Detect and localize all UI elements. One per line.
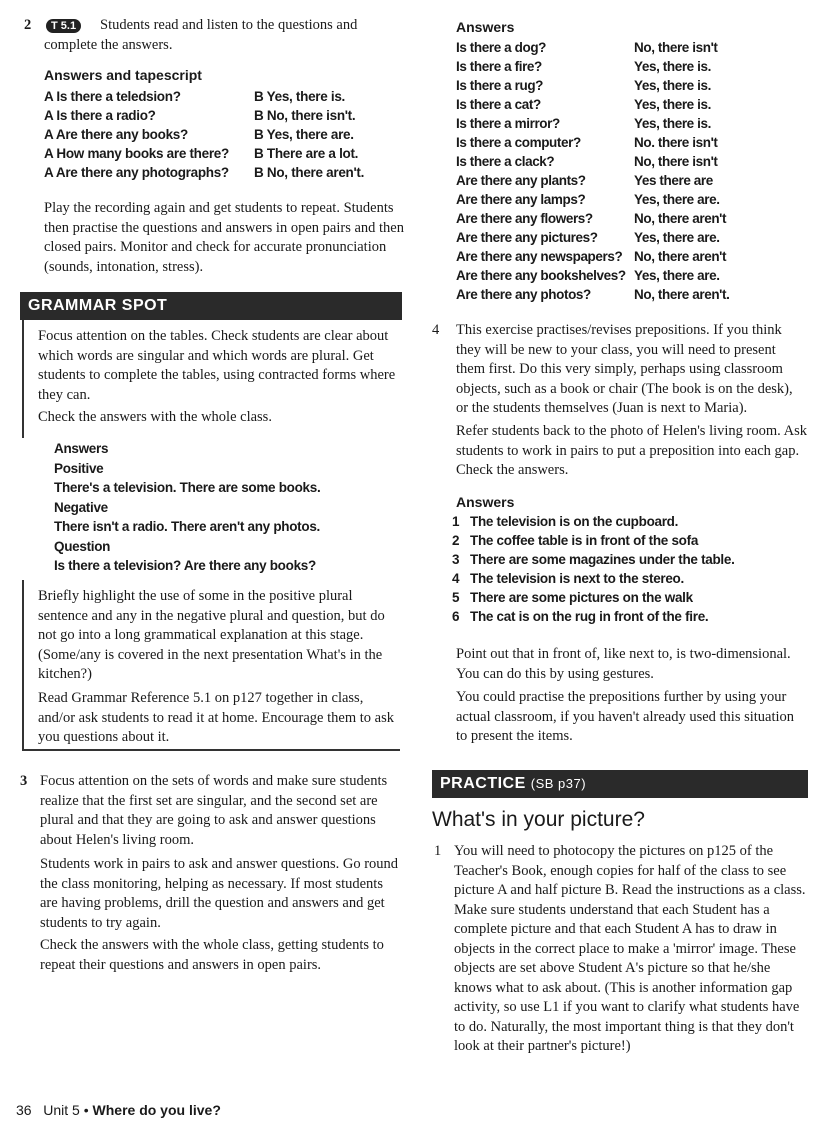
question-answer: Is there a television? Are there any books? <box>54 558 316 573</box>
question-text: Are there any lamps? <box>456 192 586 207</box>
step4-para2: Refer students back to the photo of Helen's living room. Ask students to work in pairs to put a preposition into each gap. Check the answers. <box>456 423 807 478</box>
answer-text: B Yes, there are. <box>254 127 354 142</box>
practice-banner <box>432 770 808 798</box>
answer-row <box>456 114 816 133</box>
unit-label: Unit 5 <box>43 1102 80 1118</box>
step3-para2: Students work in pairs to ask and answer questions. Go round the class monitoring, helping as necessary. If most students are having problems, drill the question and answers and get students to try again. <box>40 856 399 931</box>
grammar-spot-banner: GRAMMAR SPOT <box>20 292 402 320</box>
answer-text: Yes, there are. <box>634 230 720 245</box>
answers-heading: Answers <box>456 494 515 510</box>
practice-title: What's in your picture? <box>432 808 645 831</box>
answer-row <box>456 247 816 266</box>
grammar-spot-bottom-rule <box>22 749 400 751</box>
answer-row <box>456 95 816 114</box>
answer-row <box>456 228 816 247</box>
grammar-answers <box>54 439 394 576</box>
answer-text: No, there aren't <box>634 211 727 226</box>
step2-instruction: Students read and listen to the questions and complete the answers. <box>44 17 358 53</box>
question-text: Are there any flowers? <box>456 211 593 226</box>
answer-text: B No, there aren't. <box>254 165 365 180</box>
answer-number: 5 <box>452 590 460 605</box>
step-number: 4 <box>432 322 440 338</box>
answer-row <box>456 209 816 228</box>
qa-row <box>44 125 400 145</box>
answer-text: Yes, there are. <box>634 192 720 207</box>
unit-title: Where do you live? <box>92 1102 221 1118</box>
answer-row <box>456 171 816 190</box>
answer-text: Yes, there are. <box>634 268 720 283</box>
step-number: 2 <box>24 17 32 33</box>
question-label: Question <box>54 538 111 554</box>
question-text: Are there any photos? <box>456 287 591 302</box>
answer-text: There are some pictures on the walk <box>470 590 693 605</box>
answer-row <box>456 285 816 304</box>
answer-row <box>456 76 816 95</box>
grammar-reference-note: Read Grammar Reference 5.1 on p127 together in class, and/or ask students to read it at home. Encourage them to ask you questions about it. <box>38 690 394 745</box>
answer-text: The television is next to the stereo. <box>470 571 684 586</box>
step-number: 1 <box>434 843 442 859</box>
practice-text: You will need to photocopy the pictures on p125 of the Teacher's Book, enough copies for half of the class to see picture A and half picture B. Read the instructions as a class. Make sure students understand that each Student has a complete picture and that each Student A has to draw in objects in the correct place to make a 'mirror' image. These objects are set above Student A's picture so that he/she knows what to ask about. (This is another information gap activity, so use L1 if you want to clarify what students have to do. Naturally, the most important thing is that they don't look at their partner's picture!) <box>454 843 806 1054</box>
negative-label: Negative <box>54 499 108 515</box>
answer-text: There are some magazines under the table. <box>470 552 735 567</box>
positive-label: Positive <box>54 460 104 476</box>
answer-row <box>456 38 816 57</box>
answer-row <box>452 569 684 588</box>
step4-para4: You could practise the prepositions further by using your actual classroom, if you haven't already used this situation to present the items. <box>456 689 795 744</box>
negative-answer: There isn't a radio. There aren't any photos. <box>54 519 320 534</box>
positive-answer: There's a television. There are some books. <box>54 480 321 495</box>
answer-row <box>452 550 735 569</box>
answer-number: 2 <box>452 533 460 548</box>
question-text: A Is there a radio? <box>44 108 156 123</box>
question-text: Is there a rug? <box>456 78 544 93</box>
answers-label: Answers <box>54 441 109 456</box>
answer-row <box>452 607 708 626</box>
page-footer <box>16 1101 221 1121</box>
question-text: Are there any pictures? <box>456 230 598 245</box>
answer-text: B There are a lot. <box>254 146 359 161</box>
answer-text: Yes there are <box>634 173 713 188</box>
step3-para3: Check the answers with the whole class, getting students to repeat their questions and answers in open pairs. <box>40 937 384 973</box>
question-text: A Is there a teledsion? <box>44 89 181 104</box>
question-text: A Are there any books? <box>44 127 188 142</box>
qa-row <box>44 106 400 126</box>
step2-follow-up: Play the recording again and get students to repeat. Students then practise the questions and answers in open pairs and then closed pairs. Monitor and check for accurate pronunciation (sounds, intonation, stress). <box>44 200 404 275</box>
qa-row <box>44 87 400 107</box>
answer-row <box>456 266 816 285</box>
tapescript-badge: T 5.1 <box>46 19 81 33</box>
question-text: Are there any newspapers? <box>456 249 623 264</box>
answer-text: Yes, there is. <box>634 59 711 74</box>
qa-row <box>44 163 400 183</box>
answers-heading: Answers and tapescript <box>44 67 202 83</box>
answer-text: The cat is on the rug in front of the fire. <box>470 609 709 624</box>
answer-number: 3 <box>452 552 460 567</box>
question-text: Is there a dog? <box>456 40 547 55</box>
answer-row <box>456 152 816 171</box>
practice-banner-ref: (SB p37) <box>530 776 587 791</box>
qa-row <box>44 144 400 164</box>
step-number: 3 <box>20 773 28 789</box>
step3-para1: Focus attention on the sets of words and make sure students realize that the first set are singular, and the second set are plural and that they are going to ask and answer questions about Helen's living room. <box>40 773 388 848</box>
question-text: Is there a cat? <box>456 97 541 112</box>
question-text: Are there any plants? <box>456 173 586 188</box>
answer-row <box>456 133 816 152</box>
question-text: Is there a clack? <box>456 154 555 169</box>
answer-text: B No, there isn't. <box>254 108 356 123</box>
answer-number: 6 <box>452 609 460 624</box>
some-any-note: Briefly highlight the use of some in the positive plural sentence and any in the negative plural and question, but do not go into a long grammatical explanation at this stage. (Some/any is covered in the next presentation What's in the kitchen?) <box>38 588 385 682</box>
answer-text: No, there isn't <box>634 40 718 55</box>
step4-para1: This exercise practises/revises prepositions. If you think they will be new to your class, you will need to present them first. Do this very simply, perhaps using classroom objects, such as a book or chair (The book is on the desk), or the students themselves (Juan is next to Maria). <box>456 322 793 416</box>
practice-banner-title: PRACTICE <box>440 775 526 792</box>
answer-row <box>452 531 698 550</box>
question-text: Are there any bookshelves? <box>456 268 626 283</box>
answer-text: No, there isn't <box>634 154 718 169</box>
grammar-spot-rule <box>22 580 24 750</box>
answer-text: Yes, there is. <box>634 97 711 112</box>
footer-bullet: • <box>83 1102 89 1118</box>
answer-row <box>452 512 678 531</box>
answer-text: The television is on the cupboard. <box>470 514 679 529</box>
answer-number: 1 <box>452 514 460 529</box>
answers-heading: Answers <box>456 19 515 35</box>
page-number: 36 <box>16 1102 32 1118</box>
grammar-spot-intro: Focus attention on the tables. Check students are clear about which words are singular and which words are plural. Get students to complete the tables, using contracted forms where they can. <box>38 328 396 403</box>
grammar-spot-rule <box>22 320 24 438</box>
question-text: Is there a computer? <box>456 135 581 150</box>
answer-number: 4 <box>452 571 460 586</box>
question-text: A How many books are there? <box>44 146 229 161</box>
question-text: Is there a mirror? <box>456 116 560 131</box>
grammar-spot-check: Check the answers with the whole class. <box>38 409 272 425</box>
answer-row <box>452 588 693 607</box>
answer-text: No. there isn't <box>634 135 718 150</box>
answer-text: No, there aren't. <box>634 287 730 302</box>
answer-text: Yes, there is. <box>634 78 711 93</box>
answer-row <box>456 57 816 76</box>
answer-row <box>456 190 816 209</box>
answer-text: Yes, there is. <box>634 116 711 131</box>
question-text: A Are there any photographs? <box>44 165 229 180</box>
question-text: Is there a fire? <box>456 59 542 74</box>
step4-para3: Point out that in front of, like next to, is two-dimensional. You can do this by using gestures. <box>456 646 791 682</box>
answer-text: No, there aren't <box>634 249 727 264</box>
answer-text: B Yes, there is. <box>254 89 346 104</box>
answer-text: The coffee table is in front of the sofa <box>470 533 699 548</box>
